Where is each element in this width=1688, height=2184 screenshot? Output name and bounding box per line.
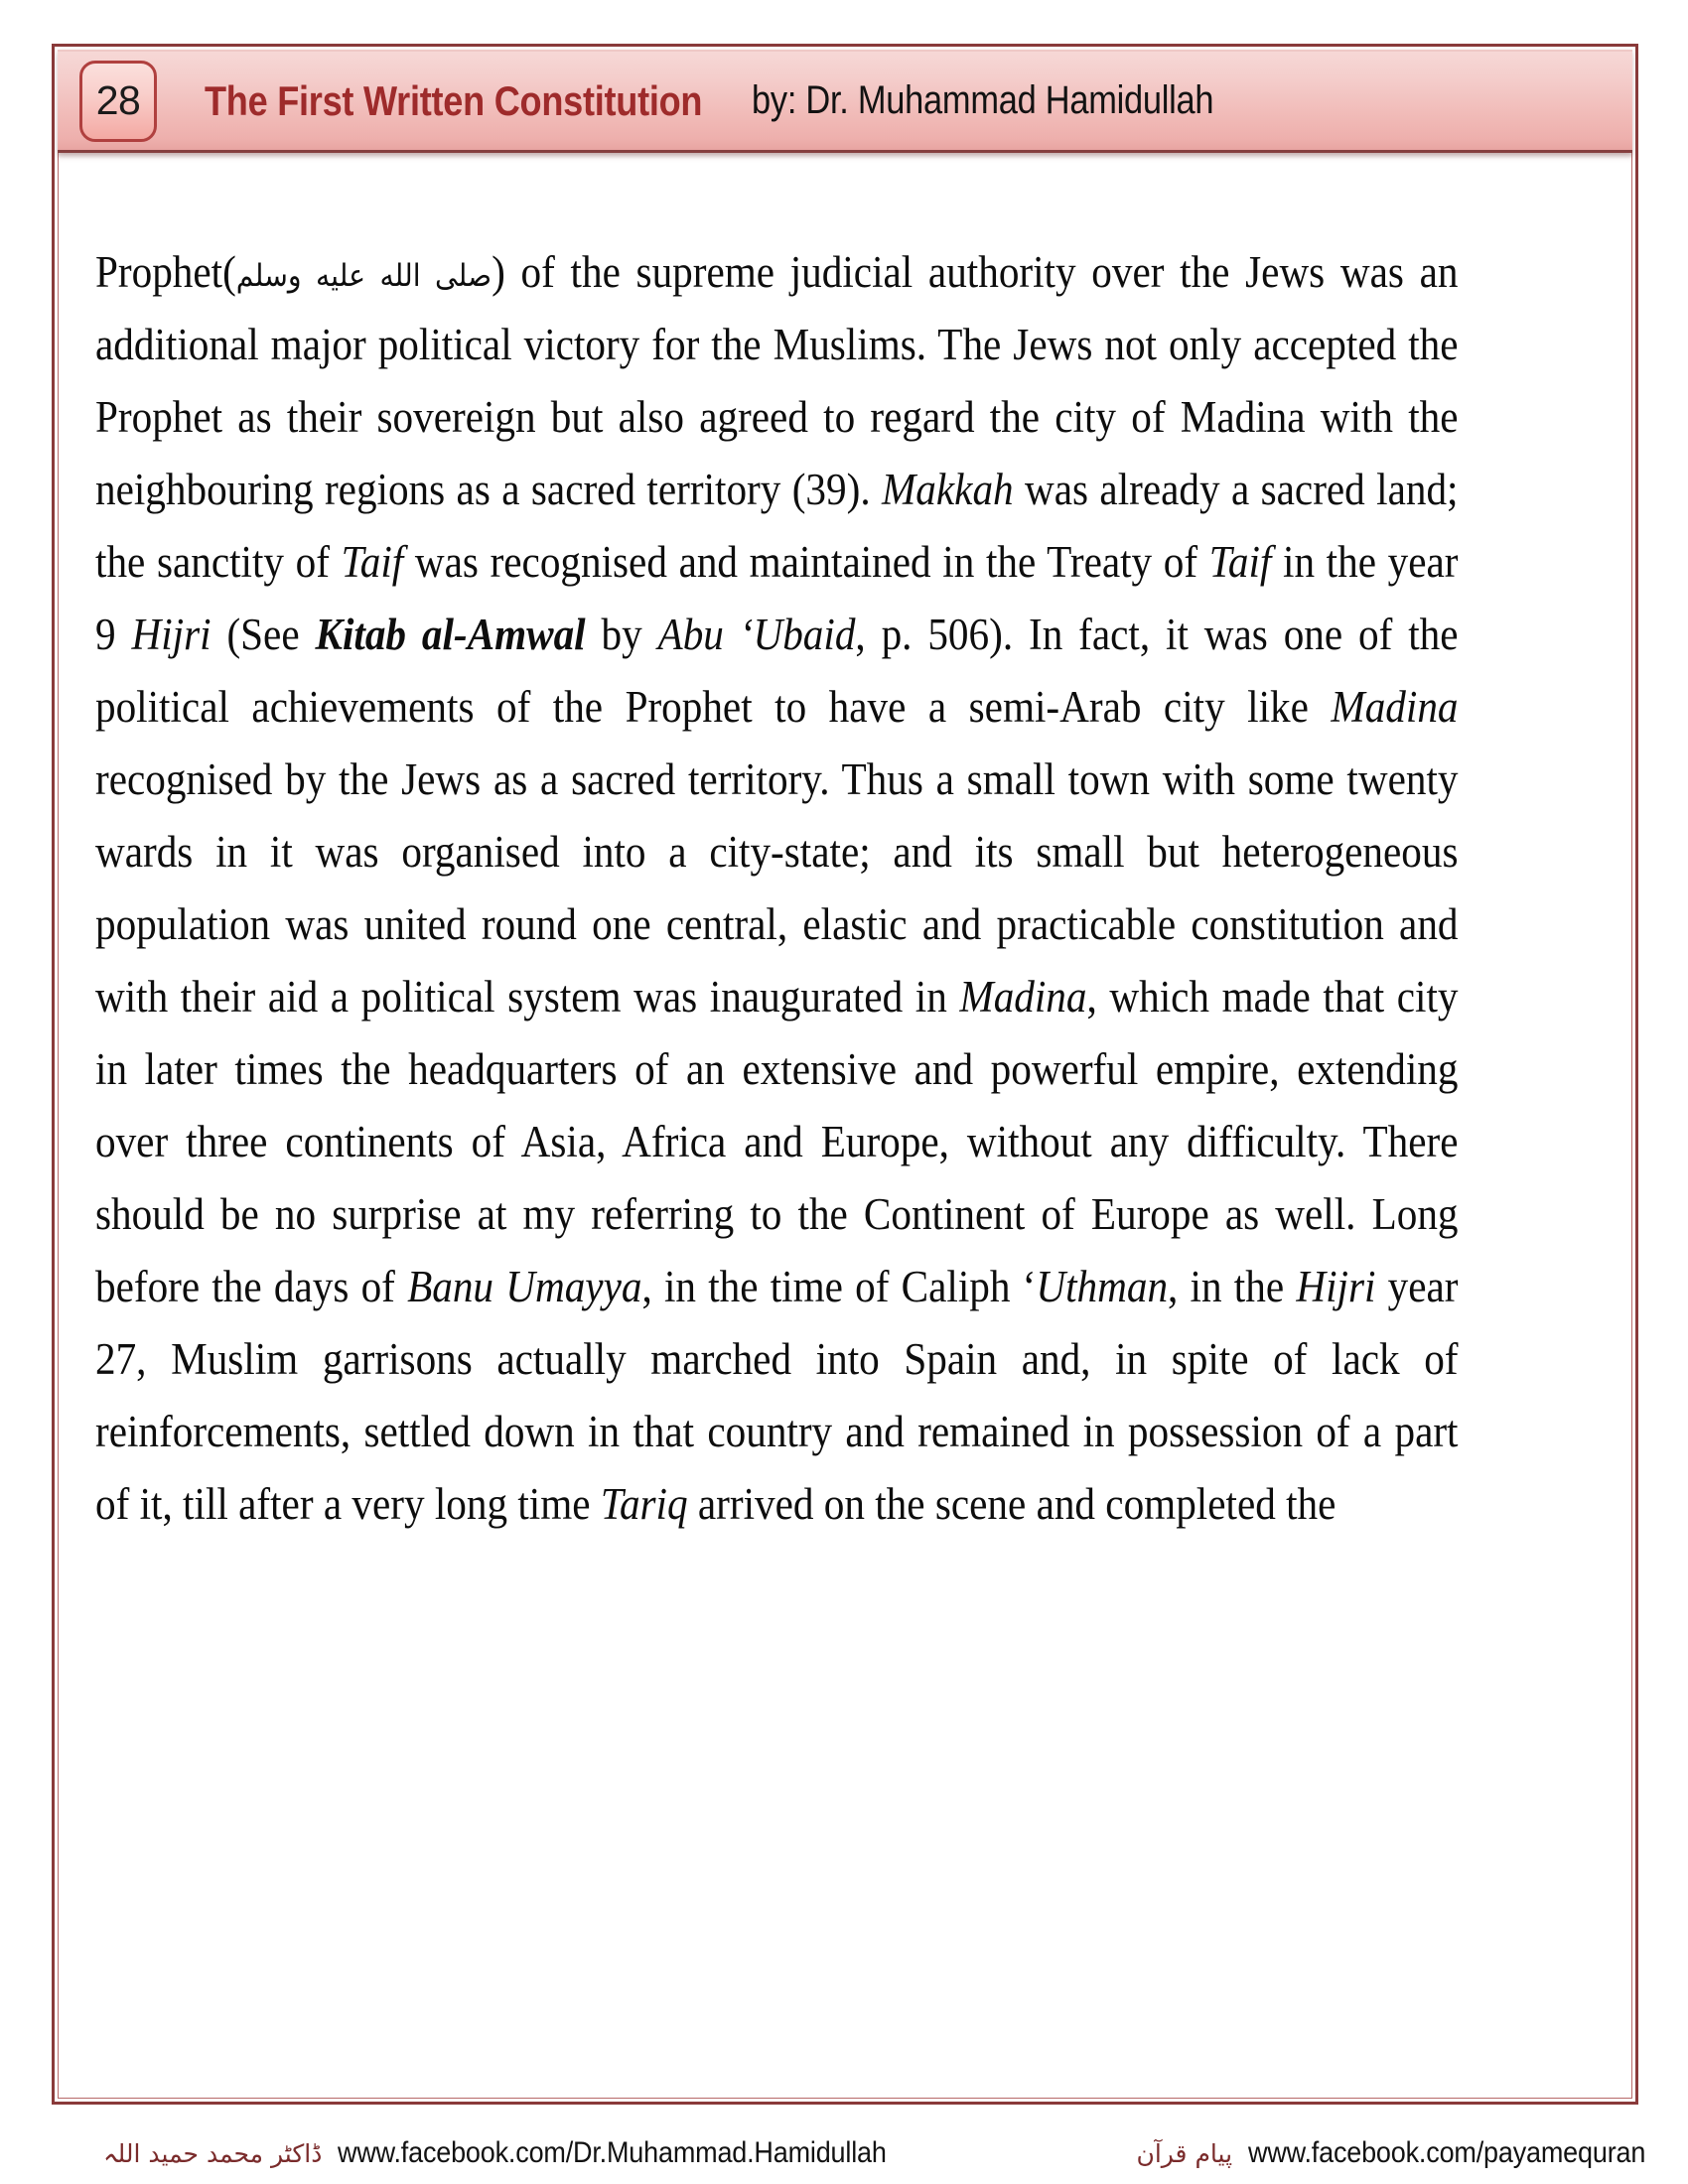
text-run: , p. 506). In fact, it was one of the political achievements of the Prophet to have a semi-Arab city like xyxy=(95,610,1459,732)
text-run-italic: Tariq xyxy=(600,1479,688,1529)
text-run-italic: Taif xyxy=(1208,537,1272,587)
text-run: year 27, Muslim garrisons actually marched into Spain and, in spite of lack of reinforcements, settled down in that country and remained in possession of a part of it, till after a very long time xyxy=(95,1262,1459,1529)
page-number-label: 28 xyxy=(95,77,141,123)
text-run-italic: Makkah xyxy=(882,465,1014,514)
text-run: was recognised and maintained in the Treaty of xyxy=(403,537,1209,587)
page-footer xyxy=(52,2124,1646,2182)
page-title: The First Written Constitution xyxy=(205,76,703,124)
text-run-italic: Banu Umayya xyxy=(407,1262,642,1311)
page-author: by: Dr. Muhammad Hamidullah xyxy=(751,78,1214,122)
text-run-italic: Taif xyxy=(341,537,404,587)
text-run: recognised by the Jews as a sacred territory. Thus a small town with some twenty wards in it was organised into a city-state; and its small but heterogeneous population was united round one central, elastic and practicable constitution and with their aid a political system was inaugurated in xyxy=(95,754,1459,1022)
footer-urdu-label-left: ڈاکٹر محمد حمید اللہ xyxy=(103,2138,323,2168)
footer-urdu-label-right: پیام قرآن xyxy=(1136,2138,1233,2168)
text-run: ) of the supreme judicial authority over the Jews was an additional major political victory for the Muslims. The Jews not only accepted the Prophet as their sovereign but also agreed to regard the city of Madina with the neighbouring regions as a sacred territory (39). xyxy=(95,247,1459,514)
page-header-bar xyxy=(58,50,1632,153)
text-run: Prophet( xyxy=(95,247,236,297)
text-run-italic: Hijri xyxy=(131,610,211,659)
text-run-bold-italic: Kitab al-Amwal xyxy=(315,610,586,659)
text-run-italic: Uthman xyxy=(1036,1262,1169,1311)
footer-url-left[interactable]: www.facebook.com/Dr.Muhammad.Hamidullah xyxy=(338,2136,888,2169)
text-run-italic: Madina xyxy=(1331,682,1459,732)
text-run: , in the xyxy=(1168,1262,1297,1311)
arabic-salutation-glyph: صلى الله عليه وسلم xyxy=(235,258,492,294)
text-run: by xyxy=(585,610,658,659)
text-run: , which made that city in later times the headquarters of an extensive and powerful empire, extending over three continents of Asia, Africa and Europe, without any difficulty. There should be no surprise at my referring to the Continent of Europe as well. Long before the days of xyxy=(95,972,1459,1311)
body-paragraph xyxy=(95,236,1459,1541)
text-run-italic: Abu ‘Ubaid xyxy=(657,610,856,659)
text-run: (See xyxy=(211,610,316,659)
text-run-italic: Hijri xyxy=(1296,1262,1376,1311)
text-run: arrived on the scene and completed the xyxy=(687,1479,1336,1529)
text-run: in the year 9 xyxy=(95,537,1459,659)
page-number-badge xyxy=(79,61,157,142)
footer-url-right[interactable]: www.facebook.com/payamequran xyxy=(1248,2136,1646,2169)
text-run-italic: Madina xyxy=(959,972,1087,1022)
text-run: , in the time of Caliph ‘ xyxy=(641,1262,1037,1311)
footer-credit-left xyxy=(103,2136,947,2170)
footer-credit-right xyxy=(1136,2136,1688,2170)
text-run: was already a sacred land; the sanctity of xyxy=(95,465,1459,587)
